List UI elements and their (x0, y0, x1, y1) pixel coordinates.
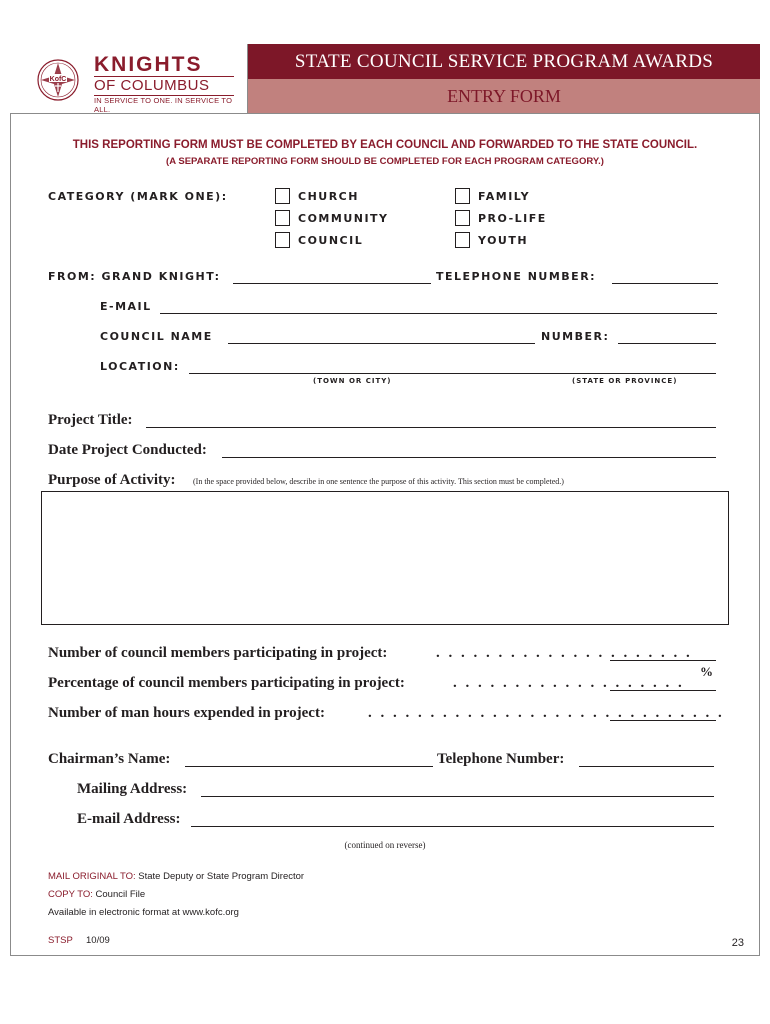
members-count-line (610, 660, 716, 661)
chairman-email-line (191, 826, 714, 827)
mail-original-value: State Deputy or State Program Director (135, 871, 305, 882)
svg-text:KofC: KofC (49, 76, 67, 83)
members-percentage-label: Percentage of council members participating in project: (48, 675, 405, 691)
date-conducted-line (222, 457, 716, 458)
members-count-input[interactable] (612, 644, 714, 658)
category-youth-label: YOUTH (478, 234, 529, 247)
chairman-telephone-input[interactable] (581, 750, 712, 764)
council-number-input[interactable] (620, 328, 714, 342)
gk-telephone-input[interactable] (614, 268, 716, 282)
category-pro-life-label: PRO-LIFE (478, 212, 547, 225)
location-input[interactable] (191, 358, 714, 372)
state-hint: (STATE OR PROVINCE) (572, 377, 678, 385)
chairman-name-line (185, 766, 433, 767)
continued-note: (continued on reverse) (344, 840, 426, 850)
members-count-dots: . . . . . . . . . . . . . . . . . . . . . (436, 645, 693, 661)
grand-knight-line (233, 283, 431, 284)
checkbox-family[interactable] (455, 188, 470, 204)
checkbox-community[interactable] (275, 210, 290, 226)
checkbox-church[interactable] (275, 188, 290, 204)
category-community-label: COMMUNITY (298, 212, 389, 225)
council-number-label: NUMBER: (541, 330, 610, 343)
form-header (10, 44, 760, 114)
copy-to-line (48, 889, 145, 900)
gk-telephone-line (612, 283, 718, 284)
category-church-label: CHURCH (298, 190, 359, 203)
logo-knights-text: KNIGHTS (94, 53, 203, 76)
chairman-name-input[interactable] (187, 750, 431, 764)
purpose-textarea[interactable] (41, 491, 729, 625)
man-hours-label: Number of man hours expended in project: (48, 705, 325, 721)
email-label: E-MAIL (100, 300, 152, 313)
members-percentage-dots: . . . . . . . . . . . . . . . . . . . (453, 675, 685, 691)
town-hint: (TOWN OR CITY) (313, 377, 392, 385)
mail-original-label: MAIL ORIGINAL TO: (48, 871, 136, 882)
purpose-label: Purpose of Activity: (48, 472, 176, 488)
notice-line-1: THIS REPORTING FORM MUST BE COMPLETED BY EACH COUNCIL AND FORWARDED TO THE STATE COUNCIL. (72, 139, 698, 151)
man-hours-input[interactable] (612, 704, 714, 718)
mail-original-line (48, 871, 304, 882)
logo-of-columbus-text: OF COLUMBUS (94, 77, 210, 94)
copy-to-label: COPY TO: (48, 889, 93, 900)
purpose-note: (In the space provided below, describe in one sentence the purpose of this activity. This section must be completed.) (193, 477, 564, 486)
logo-tagline: IN SERVICE TO ONE. IN SERVICE TO ALL. (94, 96, 233, 114)
man-hours-line (610, 720, 716, 721)
project-title-label: Project Title: (48, 412, 133, 428)
date-conducted-input[interactable] (224, 441, 714, 455)
kofc-emblem-icon (37, 59, 79, 101)
page-number: 23 (731, 937, 744, 949)
form-code: STSP (48, 935, 73, 946)
chairman-telephone-label: Telephone Number: (437, 751, 565, 767)
grand-knight-label: FROM: GRAND KNIGHT: (48, 270, 221, 283)
chairman-email-input[interactable] (193, 810, 712, 824)
location-line (189, 373, 716, 374)
mailing-address-input[interactable] (203, 780, 712, 794)
form-date: 10/09 (86, 935, 110, 946)
copy-to-value: Council File (92, 889, 146, 900)
mailing-address-line (201, 796, 714, 797)
members-percentage-line (610, 690, 716, 691)
category-label: CATEGORY (MARK ONE): (48, 190, 228, 203)
checkbox-youth[interactable] (455, 232, 470, 248)
chairman-email-label: E-mail Address: (77, 811, 181, 827)
notice-line-2: (A SEPARATE REPORTING FORM SHOULD BE COMPLETED FOR EACH PROGRAM CATEGORY.) (166, 156, 604, 167)
grand-knight-input[interactable] (235, 268, 429, 282)
electronic-format-note: Available in electronic format at www.kofc.org (48, 907, 239, 918)
council-name-line (228, 343, 535, 344)
checkbox-pro-life[interactable] (455, 210, 470, 226)
email-line (160, 313, 717, 314)
council-name-label: COUNCIL NAME (100, 330, 213, 343)
date-conducted-label: Date Project Conducted: (48, 442, 207, 458)
form-subtitle: ENTRY FORM (248, 79, 760, 114)
man-hours-dots: . . . . . . . . . . . . . . . . . . . . . . . . . . . . . (368, 705, 725, 721)
percent-sign: % (700, 664, 713, 679)
form-title: STATE COUNCIL SERVICE PROGRAM AWARDS (248, 44, 760, 79)
email-input[interactable] (162, 298, 715, 312)
mailing-address-label: Mailing Address: (77, 781, 188, 797)
category-family-label: FAMILY (478, 190, 531, 203)
checkbox-council[interactable] (275, 232, 290, 248)
council-number-line (618, 343, 716, 344)
project-title-line (146, 427, 716, 428)
chairman-name-label: Chairman’s Name: (48, 751, 171, 767)
members-count-label: Number of council members participating in project: (48, 645, 388, 661)
members-percentage-input[interactable] (612, 674, 698, 688)
chairman-telephone-line (579, 766, 714, 767)
kofc-logo (10, 44, 248, 114)
category-council-label: COUNCIL (298, 234, 364, 247)
location-label: LOCATION: (100, 360, 180, 373)
gk-telephone-label: TELEPHONE NUMBER: (436, 270, 597, 283)
project-title-input[interactable] (148, 411, 714, 425)
council-name-input[interactable] (230, 328, 533, 342)
